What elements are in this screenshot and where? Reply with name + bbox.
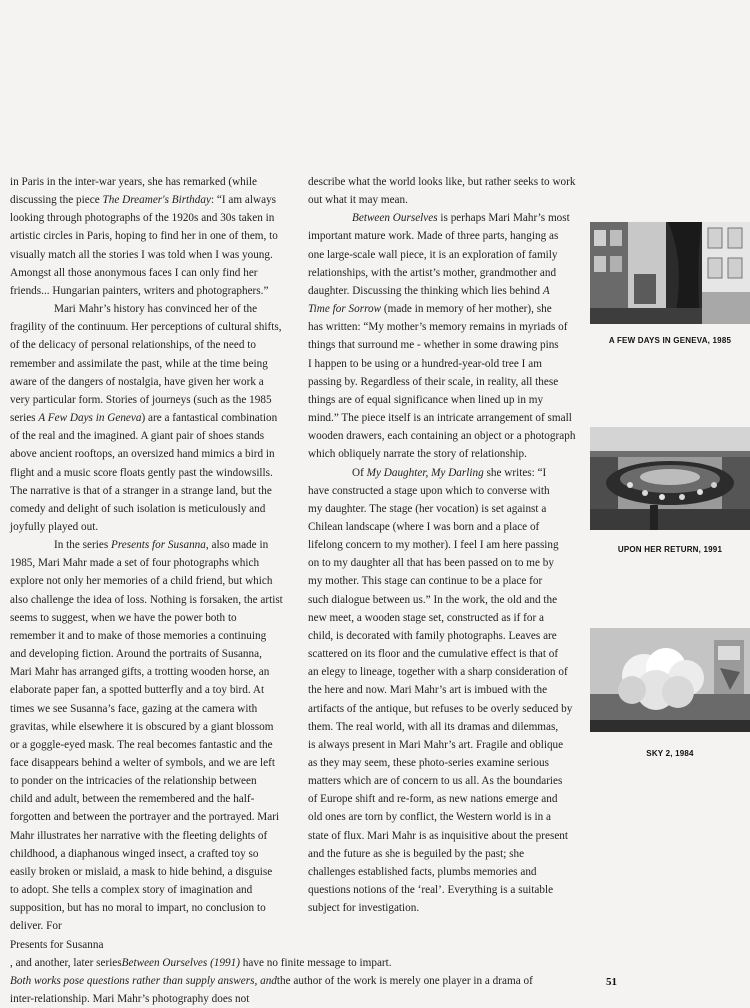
page-number: 51 bbox=[606, 976, 617, 988]
text-column-middle bbox=[308, 173, 590, 917]
photo-sky-2 bbox=[590, 628, 750, 732]
photo-upon-her-return bbox=[590, 427, 750, 530]
paragraph: Between Ourselves is perhaps Mari Mahr’s most important mature work. Made of three parts, hanging as one large-scale wall piece, it is an exploration of family relationships, with the artist’s mother, grandmother and daughter. Discussing the thinking which lies behind A Time for Sorrow (made in memory of her mother), she has written: “My mother’s memory remains in myriads of things that surround me - whether in some drawing pins I happen to be using or a hundred-year-old tree I am passing by. Regardless of their scale, in reality, all these things are of equal significance when lined up in my mind.” The piece itself is an intricate arrangement of small wooden drawers, each containing an object or a photograph which obliquely narrate the story of relationship. bbox=[308, 212, 576, 461]
caption: A FEW DAYS IN GENEVA, 1985 bbox=[608, 336, 732, 345]
caption: SKY 2, 1984 bbox=[646, 749, 694, 758]
paragraph: describe what the world looks like, but rather seeks to work out what it may mean. bbox=[308, 176, 576, 207]
paragraph: Of My Daughter, My Darling she writes: “I have constructed a stage upon which to converse with my daughter. The stage (her vocation) is set against a Chilean landscape (where I was born and a place of lifelong concern to my mother). I feel I am here passing on to my daughter all that has been passed on to me by my mother. This stage can continue to be a place for such dialogue between us.” In the work, the old and the new meet, a wooden stage set, constructed as if for a child, is decorated with family photographs. Leaves are scattered on its floor and the cumulative effect is that of an elegy to lineage, together with a sharp consideration of the here and now. Mari Mahr’s art is imbued with the artifacts of the antique, but refuses to be overly seduced by them. The real world, with all its dramas and dilemmas, is always present in Mari Mahr’s art. Fragile and oblique as they may seem, these photo-series examine serious matters which are of concern to us all. As the boundaries of Europe shift and re-form, as new nations emerge and old ones are torn by conflict, the Western world is in a state of flux. Mari Mahr is as inquisitive about the present and the future as she is beguiled by the past; she challenges established facts, plumbs memories and questions notions of the ‘real’. Everything is a suitable subject for investigation. bbox=[308, 466, 573, 915]
paragraph: Mari Mahr’s history has convinced her of the fragility of the continuum. Her perceptions of cultural shifts, of the delicacy of personal relationships, of the need to remember and assimilate the past, while at the time being aware of the dangers of nostalgia, have given her work a very particular form. Stories of journeys (such as the 1985 series A Few Days in Geneva) are a fantastical combination of the real and the imagined. A giant pair of shoes stands above ancient rooftops, an oversized hand mimics a bird in flight and a music score floats gently past the windowsills. The narrative is that of a stranger in a strange land, but the comedy and delight of such isolation is meticulously and joyfully played out. bbox=[10, 303, 282, 533]
paragraph: in Paris in the inter-war years, she has remarked (while discussing the piece The Dreamer's Birthday: “I am always looking through photographs of the 1920s and 30s taken in artistic circles in Paris, hoping to find her in one of them, to visually match all the stories I was told when I was young. Amongst all those anonymous faces I can only find her friends... Hungarian painters, writers and photographers.” bbox=[10, 176, 278, 297]
caption: UPON HER RETURN, 1991 bbox=[617, 545, 723, 554]
paragraph: In the series Presents for Susanna, also made in 1985, Mari Mahr made a set of four photographs which explore not only her memories of a child friend, but which also challenge the idea of loss. Nothing is forsaken, the artist seems to suggest, when we have the power both to remember it and to make of those memories a continuing and developing fiction. Around the portraits of Susanna, Mari Mahr has arranged gifts, a trotting wooden horse, an elaborate paper fan, a spotted butterfly and a toy bird. At times we see Susanna’s face, gazing at the camera with gravitas, while elsewhere it is obscured by a giant blossom or a goggle-eyed mask. The real becomes fantastic and the face disappears behind a welter of symbols, and we are left to ponder on the intricacies of the relationship between child and adult, between the remembered and the half- forgotten and between the portrayer and the portrayed. Mari Mahr illustrates her narrative with the fleeting delights of childhood, a diaphanous winged insect, a crafted toy so easily broken or mislaid, a mask to hide behind, a disguise to adopt. She tells a complex story of imagination and supposition, but has no moral to impart, no conclusion to deliver. For Presents for Susanna , and another, later seriesBetween Ourselves (1991) have no finite message to impart. Both works pose questions rather than supply answers, andthe author of the work is merely one player in a drama of inter-relationship. Mari Mahr’s photography does not bbox=[10, 539, 533, 1006]
photo-a-few-days-in-geneva bbox=[590, 222, 750, 324]
